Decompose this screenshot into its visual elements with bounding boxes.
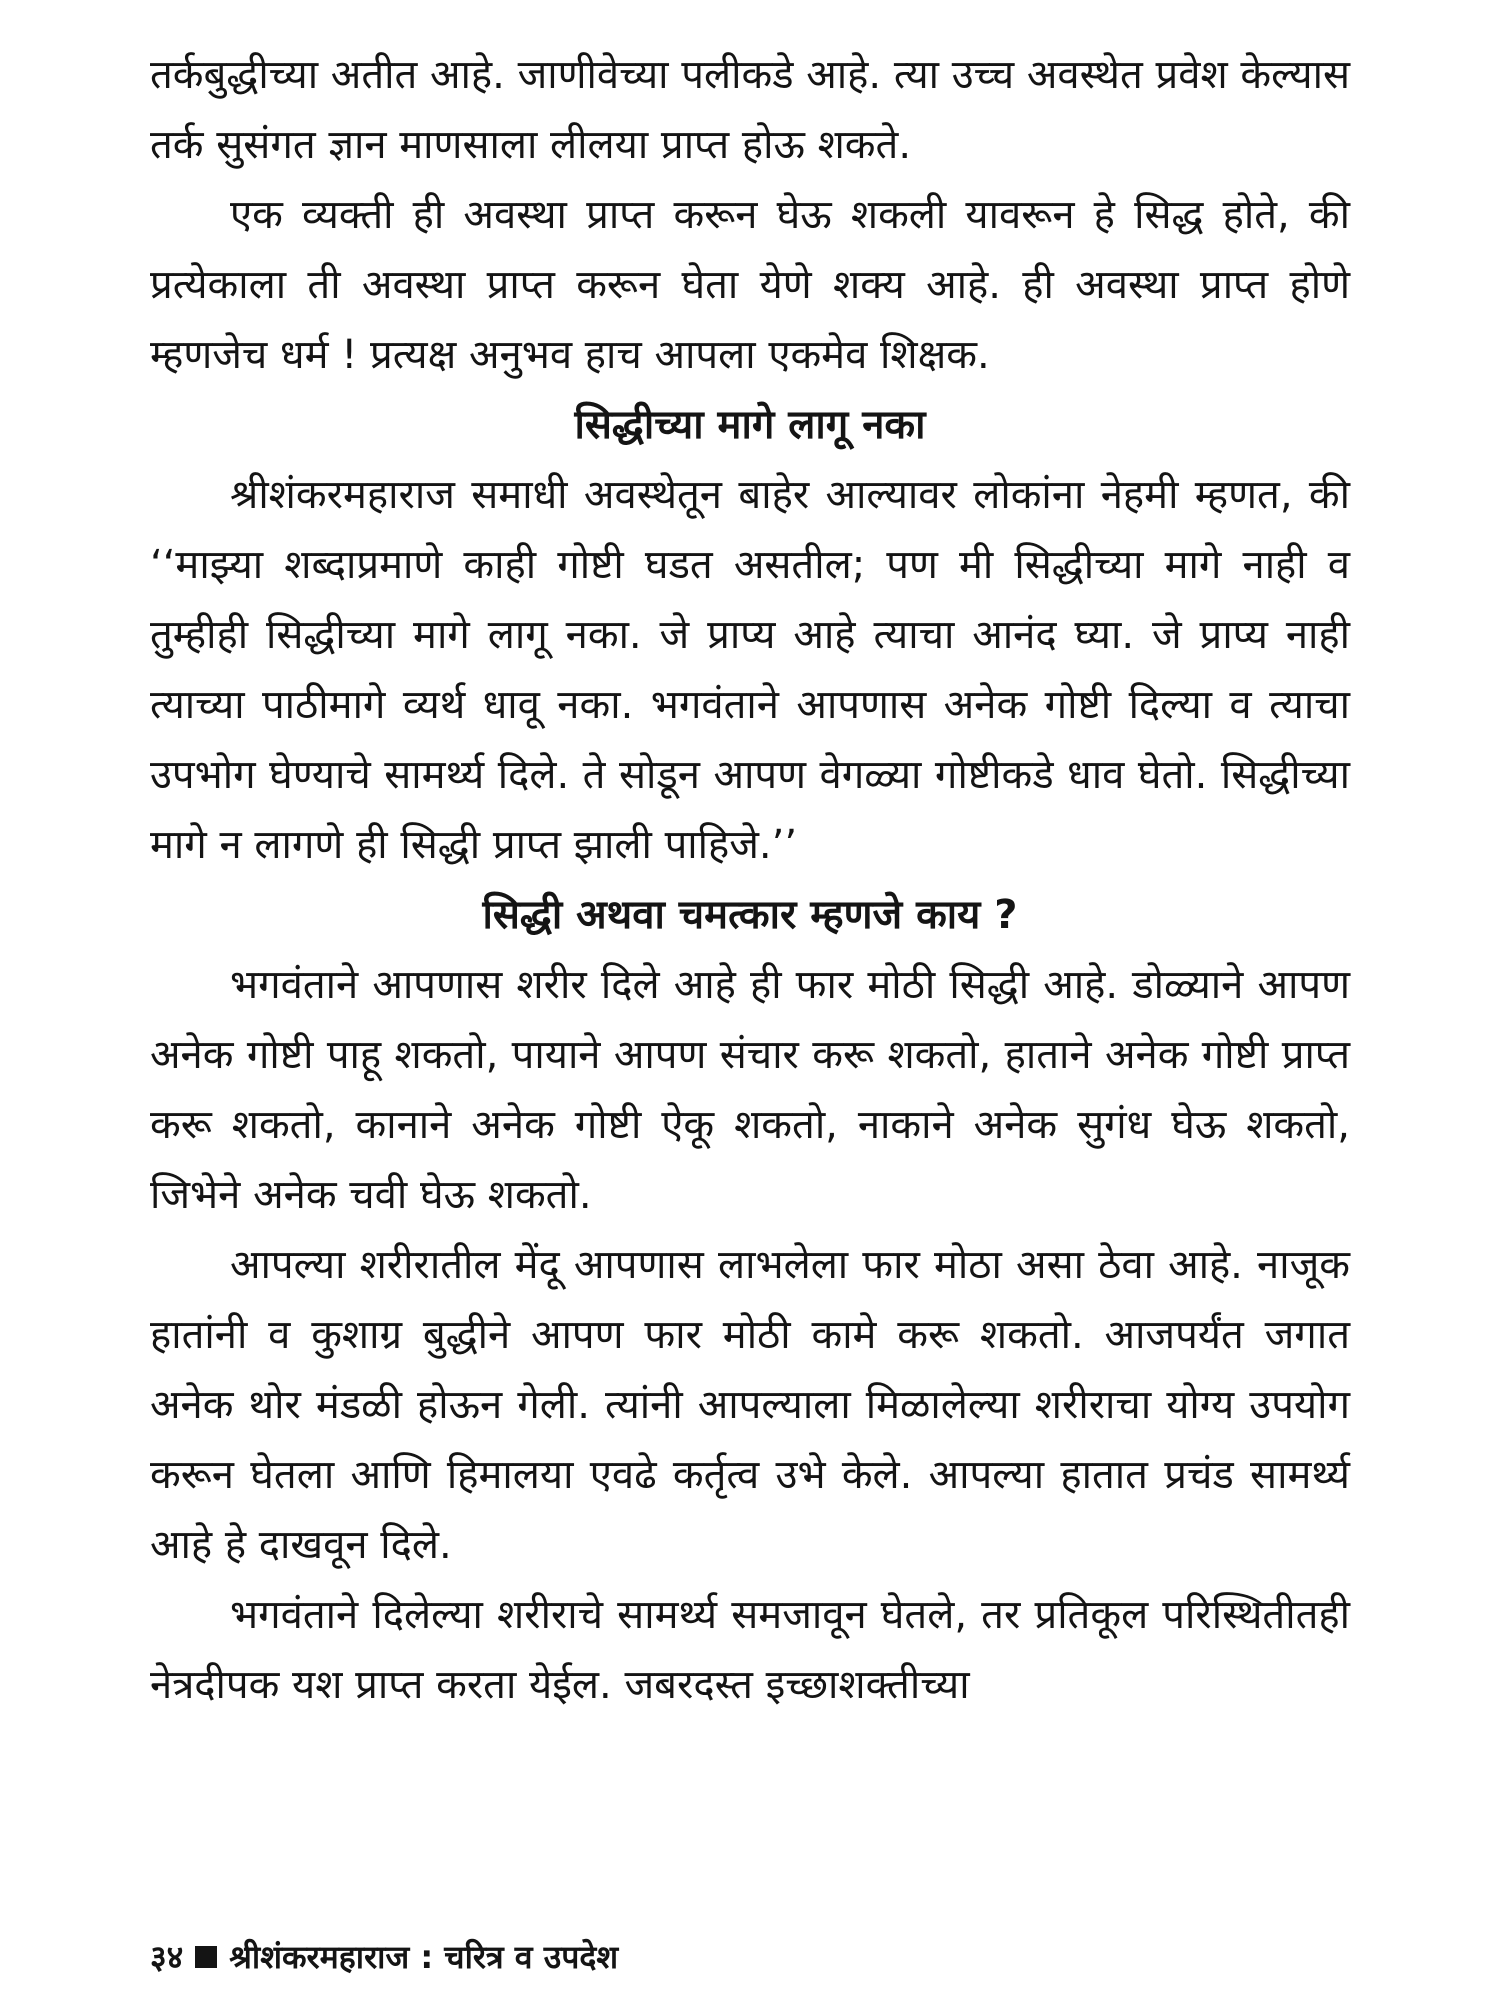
paragraph-maharaj-quote: श्रीशंकरमहाराज समाधी अवस्थेतून बाहेर आल्यावर लोकांना नेहमी म्हणत, की ‘‘माझ्या शब्दाप्रमाणे काही गोष्टी घडत असतील; पण मी सिद्धीच्या मागे नाही व तुम्हीही सिद्धीच्या मागे लागू नका. जे प्राप्य आहे त्याचा आनंद घ्या. जे प्राप्य नाही त्याच्या पाठीमागे व्यर्थ धावू नका. भगवंताने आपणास अनेक गोष्टी दिल्या व त्याचा उपभोग घेण्याचे सामर्थ्य दिले. ते सोडून आपण वेगळ्या गोष्टीकडे धाव घेतो. सिद्धीच्या मागे न लागणे ही सिद्धी प्राप्त झाली पाहिजे.’’: [150, 472, 1350, 868]
square-bullet-icon: [195, 1946, 217, 1968]
page-number: ३४: [150, 1938, 184, 1976]
paragraph-brain: आपल्या शरीरातील मेंदू आपणास लाभलेला फार मोठा असा ठेवा आहे. नाजूक हातांनी व कुशाग्र बुद्धीने आपण फार मोठी कामे करू शकतो. आजपर्यंत जगात अनेक थोर मंडळी होऊन गेली. त्यांनी आपल्याला मिळालेल्या शरीराचा योग्य उपयोग करून घेतला आणि हिमालया एवढे कर्तृत्व उभे केले. आपल्या हातात प्रचंड सामर्थ्य आहे हे दाखवून दिले.: [150, 1242, 1350, 1568]
paragraph-continuation: तर्कबुद्धीच्या अतीत आहे. जाणीवेच्या पलीकडे आहे. त्या उच्च अवस्थेत प्रवेश केल्यास तर्क सुसंगत ज्ञान माणसाला लीलया प्राप्त होऊ शकते.: [150, 52, 1350, 168]
paragraph-state-dharma: एक व्यक्ती ही अवस्था प्राप्त करून घेऊ शकली यावरून हे सिद्ध होते, की प्रत्येकाला ती अवस्था प्राप्त करून घेता येणे शक्य आहे. ही अवस्था प्राप्त होणे म्हणजेच धर्म ! प्रत्यक्ष अनुभव हाच आपला एकमेव शिक्षक.: [150, 192, 1350, 378]
paragraph-willpower: भगवंताने दिलेल्या शरीराचे सामर्थ्य समजावून घेतले, तर प्रतिकूल परिस्थितीतही नेत्रदीपक यश प्राप्त करता येईल. जबरदस्त इच्छाशक्तीच्या: [150, 1592, 1350, 1708]
page-footer: [150, 1935, 618, 1978]
section-heading-siddhi-pursuit: सिद्धीच्या मागे लागू नका: [574, 402, 926, 448]
paragraph-body-siddhi: भगवंताने आपणास शरीर दिले आहे ही फार मोठी सिद्धी आहे. डोळ्याने आपण अनेक गोष्टी पाहू शकतो, पायाने आपण संचार करू शकतो, हाताने अनेक गोष्टी प्राप्त करू शकतो, कानाने अनेक गोष्टी ऐकू शकतो, नाकाने अनेक सुगंध घेऊ शकतो, जिभेने अनेक चवी घेऊ शकतो.: [150, 962, 1350, 1218]
book-title: श्रीशंकरमहाराज : चरित्र व उपदेश: [229, 1938, 619, 1976]
section-heading-miracle: सिद्धी अथवा चमत्कार म्हणजे काय ?: [482, 892, 1018, 938]
